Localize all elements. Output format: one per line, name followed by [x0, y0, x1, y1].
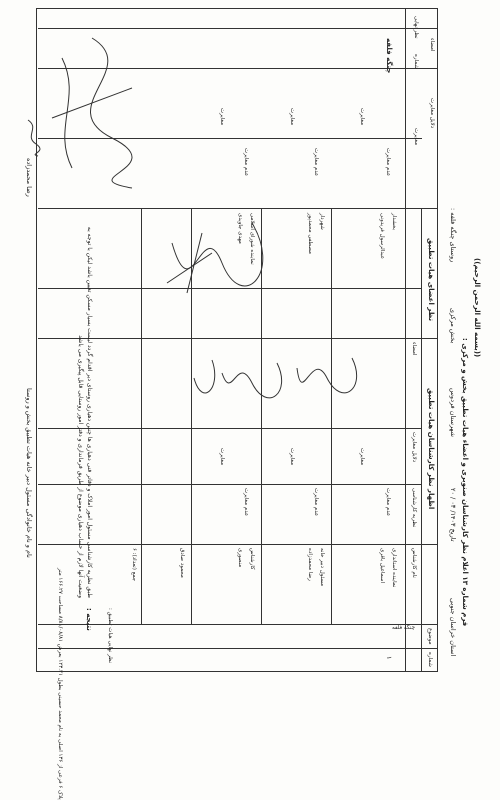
form-title: فرم شماره ۱۳ اعلام نظر کارشناسان صنوبری و اعضاء هیات تطبیق بخش و مرکزی : [461, 338, 469, 627]
member-3-note: مغایرت [219, 108, 225, 126]
row-number: ۱ [385, 656, 393, 660]
expert-signature-scribbles [192, 348, 372, 428]
expert-1-opinion: عدم مغایرت [385, 488, 391, 517]
member-3-opinion: عدم مغایرت [243, 148, 249, 177]
signer-signature [22, 118, 42, 158]
col-topic: موضوع [427, 628, 433, 645]
margin-col-c: مغایرت [413, 128, 419, 146]
date: تاریخ ۱۴۰۳/ ۰۳ / ۲۰ [449, 488, 457, 542]
col-signature: امضاء [411, 342, 417, 356]
expert-2-opinion: عدم مغایرت [313, 488, 319, 517]
expert-4-name: محمود صادق [179, 548, 185, 578]
member-2-name: مصطفی محمدپور [307, 213, 313, 254]
expert-row-line-4 [141, 208, 142, 624]
member-1-role: بخشدار [391, 213, 397, 231]
row-topic-text: پلاک ۶ فرعی از ۱۳۶ اصلی به نام محمد حسینی بطول ۱۲۳.۲۱ بعرض ۸/۸۱/۰۸/۸۱ مساحت ۱۶۶.۲۷ متر [57, 568, 63, 800]
margin-col-a: شماره [413, 54, 419, 70]
col-expert-name: نام کارشناس [411, 548, 417, 578]
expert-3-note: مغایرت [219, 448, 225, 466]
header-subdivider [421, 208, 422, 671]
conclusion-text: طبق نظریه کارشناسی مسئول امور املاک و دفاتر فنی دهیاری ها چنین دهیاری روستای دیر اقدام گردد لیست بسیار مسکن تعیین باشد لیکن با توجه به وضعیت آنها لازم از حساب دهیاری موضوع از طریق فرمانداری و دفتر امور روستایی قابل پیگیری می باشد [77, 226, 93, 598]
county: شهرستان فردوس [449, 388, 457, 437]
basmala: ((بسمه الله الرحمن الرحیم)) [473, 258, 481, 358]
member-2-role: شهردار [319, 213, 325, 230]
col-reasons: دلایل مغایرت [411, 432, 417, 463]
footer-signature-label: نام و نام خانوادگی مسئول دبیر خانه هیات تطبیق بخش و روستا [25, 388, 33, 558]
col-line-4 [38, 484, 422, 485]
footer-signer-name: رضا محمدزاده [25, 158, 33, 197]
col-members-reasons: دلایل مغایرت [429, 98, 435, 129]
margin-village-name: چنگه فلفه [385, 38, 393, 74]
col-line-2 [38, 624, 438, 625]
member-2-opinion: عدم مغایرت [313, 148, 319, 177]
sum-label: جمع (تعداد): ۶ [131, 548, 137, 582]
col-members-signature: امضاء [429, 38, 435, 52]
expert-1-role: نماینده استانداری [391, 548, 397, 588]
row-village: چنگه فلفه [392, 625, 415, 631]
expert-2-note: مغایرت [289, 448, 295, 466]
district: بخش مرکزی [449, 308, 457, 344]
expert-section-title: اظهار نظر کارشناسان هیات تطبیق [427, 388, 435, 510]
expert-2-name: رضا محمدزاده [307, 548, 313, 581]
col-line-6 [38, 338, 438, 339]
expert-3-name: منصوری [237, 548, 243, 568]
rotated-form [22, 8, 482, 800]
footer-signature-scribbles [42, 28, 152, 198]
final-label: نظر نهایی هیات تطبیق : [107, 608, 113, 664]
expert-2-role: مسئول دبیر خانه [319, 548, 325, 587]
members-section-title: نظر اعضای هیات تطبیق [427, 238, 435, 322]
expert-1-name: اسماعیل باقری [379, 548, 385, 584]
province: استان خراسان جنوبی [449, 598, 457, 657]
village: روستای چنگه فلفه : [449, 208, 457, 263]
header-divider [405, 8, 406, 671]
member-1-opinion: عدم مغایرت [385, 148, 391, 177]
member-3-name: مهدی جاویدی [237, 213, 243, 244]
col-line-3 [38, 544, 438, 545]
col-line-1 [38, 648, 438, 649]
member-3-role: نماینده شورای اسلامی [249, 213, 255, 265]
member-1-name: عبدالرسول فریدونی [379, 213, 385, 260]
col-expert-opinion: نظریه کارشناسی [411, 488, 417, 528]
expert-3-role: کارشناس [249, 548, 255, 570]
col-line-5 [38, 428, 422, 429]
member-signature-scribbles [162, 213, 282, 333]
col-row-no: شماره [427, 652, 433, 668]
margin-col-b: نظر نهایی [413, 16, 419, 39]
col-line-8 [38, 208, 438, 209]
member-1-note: مغایرت [359, 108, 365, 126]
expert-1-note: مغایرت [359, 448, 365, 466]
member-2-note: مغایرت [289, 108, 295, 126]
expert-3-opinion: عدم مغایرت [243, 488, 249, 517]
conclusion-label: نتیجه : [85, 608, 93, 631]
